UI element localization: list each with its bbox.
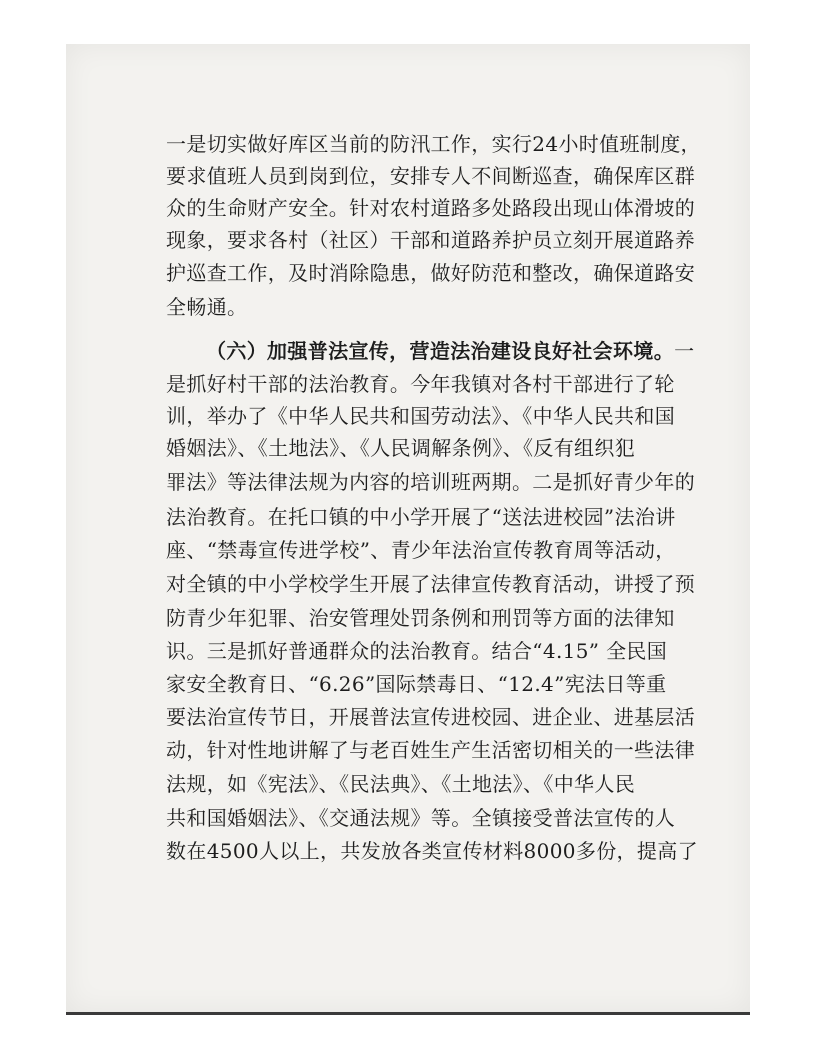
- text-line: 法治教育。在托口镇的中小学开展了“送法进校园”法治讲: [166, 505, 676, 529]
- text-line: 动，针对性地讲解了与老百姓生产生活密切相关的一些法律: [166, 738, 696, 762]
- text-line: 防青少年犯罪、治安管理处罚条例和刑罚等方面的法律知: [166, 606, 675, 630]
- text-line: 全畅通。: [166, 295, 248, 319]
- text-line: 婚姻法》、《土地法》、《人民调解条例》、《反有组织犯: [166, 436, 636, 460]
- scanned-page: [66, 44, 750, 1015]
- text-line: 家安全教育日、“6.26”国际禁毒日、“12.4”宪法日等重: [166, 672, 667, 696]
- text-line: 训，举办了《中华人民共和国劳动法》、《中华人民共和国: [166, 404, 676, 428]
- text-line: 法规，如《宪法》、《民法典》、《土地法》、《中华人民: [166, 772, 636, 796]
- text-line: 数在4500人以上，共发放各类宣传材料8000多份，提高了: [166, 839, 698, 863]
- text-line: 众的生命财产安全。针对农村道路多处路段出现山体滑坡的: [166, 196, 696, 220]
- section-heading-tail: 一: [674, 339, 695, 363]
- section-heading-line: [206, 335, 706, 367]
- text-line: 对全镇的中小学校学生开展了法律宣传教育活动，讲授了预: [166, 572, 696, 596]
- text-line: 共和国婚姻法》、《交通法规》等。全镇接受普法宣传的人: [166, 806, 676, 830]
- text-line: 是抓好村干部的法治教育。今年我镇对各村干部进行了轮: [166, 372, 675, 396]
- section-heading: （六）加强普法宣传，营造法治建设良好社会环境。: [206, 339, 675, 363]
- text-line: 座、“禁毒宣传进学校”、青少年法治宣传教育周等活动，: [166, 538, 676, 562]
- text-line: 识。三是抓好普通群众的法治教育。结合“4.15” 全民国: [166, 639, 668, 663]
- text-line: 现象，要求各村（社区）干部和道路养护员立刻开展道路养: [166, 228, 696, 252]
- text-line: 罪法》等法律法规为内容的培训班两期。二是抓好青少年的: [166, 470, 696, 494]
- text-line: 要求值班人员到岗到位，安排专人不间断巡查，确保库区群: [166, 164, 696, 188]
- text-line: 护巡查工作，及时消除隐患，做好防范和整改，确保道路安: [166, 261, 696, 285]
- text-line: 一是切实做好库区当前的防汛工作，实行24小时值班制度，: [166, 132, 701, 156]
- text-line: 要法治宣传节日，开展普法宣传进校园、进企业、进基层活: [166, 705, 696, 729]
